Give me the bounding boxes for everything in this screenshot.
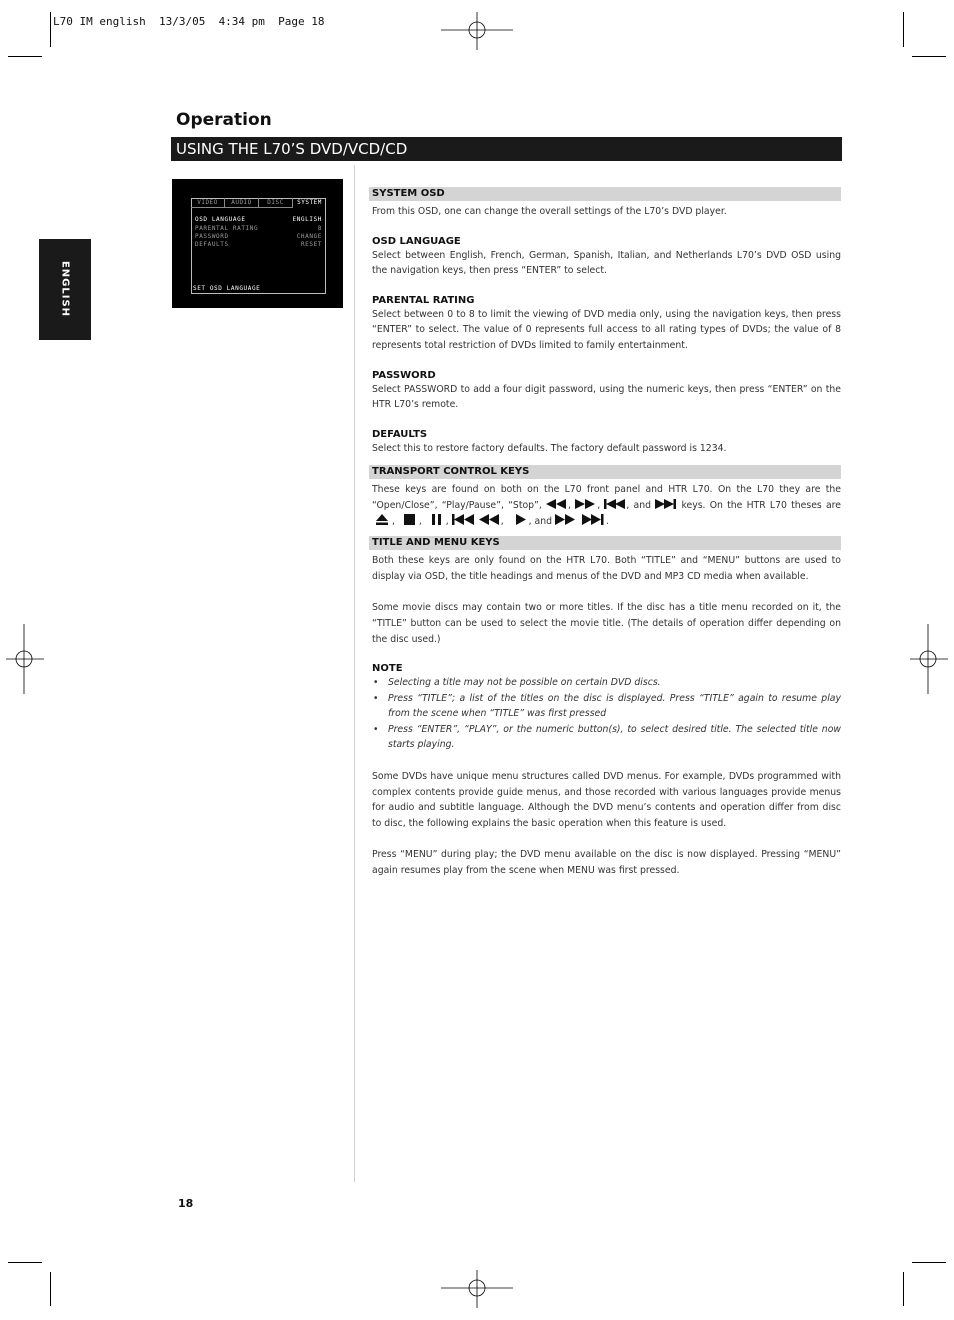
fast-forward-icon xyxy=(555,514,579,525)
title-menu-para-3: Some DVDs have unique menu structures called DVD menus. For example, DVDs programmed with complex contents provide guide menus, and those recorded with various languages provide menus for audio and subtitle language. Although the DVD menu’s contents and operation differ from disc to disc, the following explains the basic operation when this feature is used. xyxy=(372,771,841,829)
parental-rating-text: Select between 0 to 8 to limit the viewing of DVD media only, using the navigation keys, then press “ENTER” to select. The value of 0 represents full access to all rating types of DVDs; the value of 8 represents total restriction of DVDs limited to family entertainment. xyxy=(372,308,841,351)
osd-row-parental-rating xyxy=(195,225,322,232)
osd-row-value: ENGLISH xyxy=(292,216,322,223)
osd-tab-audio: AUDIO xyxy=(225,198,259,208)
transport-text-b: keys. On the HTR L70 theses are xyxy=(681,499,841,511)
osd-tab-system: SYSTEM xyxy=(297,199,322,206)
title-menu-para-4: Press “MENU” during play; the DVD menu available on the disc is now displayed. Pressing “MENU” again resumes play from the scene when MENU was first pressed. xyxy=(372,849,841,877)
transport-text: These keys are found on both on the L70 front panel and HTR L70. On the L70 they are the “Open/Close”, “Play/Pause”, “Stop”, , , , and keys. On the HTR L70 theses are , , , , , and . xyxy=(372,484,841,527)
note-list xyxy=(369,675,841,753)
eject-icon xyxy=(375,514,389,525)
osd-row-password xyxy=(195,233,322,240)
list-item: • Selecting a title may not be possible on certain DVD discs. xyxy=(388,675,841,691)
system-osd-heading: SYSTEM OSD xyxy=(369,187,841,201)
registration-mark xyxy=(910,624,948,694)
registration-mark xyxy=(6,624,44,694)
main-content xyxy=(369,187,841,879)
title-menu-heading: TITLE AND MENU KEYS xyxy=(369,536,841,550)
system-osd-text: From this OSD, one can change the overall settings of the L70’s DVD player. xyxy=(372,206,727,217)
registration-mark xyxy=(441,12,513,50)
print-header: L70 IM english 13/3/05 4:34 pm Page 18 xyxy=(53,15,325,28)
password-text: Select PASSWORD to add a four digit password, using the numeric keys, then press “ENTER” on the HTR L70’s remote. xyxy=(372,383,841,411)
side-tab-label: ENGLISH xyxy=(59,260,71,318)
crop-mark xyxy=(50,1272,51,1306)
and-word: , and xyxy=(528,515,553,527)
transport-text-a: These keys are found on both on the L70 front panel and HTR L70. On the L70 they are the “Open/Close”, “Play/Pause”, “Stop”, xyxy=(372,484,841,511)
osd-language-heading: OSD LANGUAGE xyxy=(372,235,461,247)
osd-row-defaults xyxy=(195,241,322,248)
skip-next-icon xyxy=(582,514,606,525)
list-item: • Press “TITLE”; a list of the titles on the disc is displayed. Press “TITLE” again to resume play from the scene when “TITLE” was first pressed xyxy=(388,691,841,722)
osd-screen-image xyxy=(172,179,343,308)
crop-mark xyxy=(8,56,42,57)
osd-row-label: PASSWORD xyxy=(195,233,229,240)
parental-rating-heading: PARENTAL RATING xyxy=(372,294,475,306)
page-title: USING THE L70’S DVD/VCD/CD xyxy=(171,137,842,161)
osd-row-value: CHANGE xyxy=(296,233,322,240)
separator: , xyxy=(418,515,422,527)
defaults-text: Select this to restore factory defaults. The factory default password is 1234. xyxy=(372,442,727,454)
section-heading: Operation xyxy=(176,110,272,130)
separator: , xyxy=(391,515,395,527)
note-heading: NOTE xyxy=(372,663,403,675)
osd-row-value: RESET xyxy=(300,241,322,248)
separator: , xyxy=(500,515,504,527)
osd-row-value: 8 xyxy=(317,225,322,232)
registration-mark xyxy=(441,1270,513,1308)
list-item: • Press “ENTER”, “PLAY”, or the numeric button(s), to select desired title. The selected title now starts playing. xyxy=(388,722,841,753)
fast-forward-icon xyxy=(575,499,597,509)
separator: , xyxy=(597,499,601,511)
separator: , xyxy=(568,499,571,511)
column-divider xyxy=(354,165,355,1182)
play-icon xyxy=(513,514,529,525)
osd-row-osd-language xyxy=(195,216,322,223)
osd-row-label: OSD LANGUAGE xyxy=(195,216,246,223)
password-heading: PASSWORD xyxy=(372,369,436,381)
osd-tab-video: VIDEO xyxy=(191,198,225,208)
pause-icon xyxy=(431,514,443,525)
rewind-icon xyxy=(546,499,568,509)
crop-mark xyxy=(903,12,904,47)
skip-previous-icon xyxy=(452,514,476,525)
stop-icon xyxy=(404,514,416,525)
crop-mark xyxy=(912,56,946,57)
crop-mark xyxy=(8,1262,42,1263)
osd-tab-disc: DISC xyxy=(259,198,293,208)
title-menu-para-1: Both these keys are only found on the HTR L70. Both “TITLE” and “MENU” buttons are used to display via OSD, the title headings and menus of the DVD and MP3 CD media when available. xyxy=(372,555,841,582)
crop-mark xyxy=(50,12,51,47)
title-menu-para-2: Some movie discs may contain two or more titles. If the disc has a title menu recorded on it, the “TITLE” button can be used to select the movie title. (The details of operation differ depending on the disc used.) xyxy=(372,602,841,645)
and-word: , and xyxy=(626,499,652,511)
transport-heading: TRANSPORT CONTROL KEYS xyxy=(369,465,841,479)
page-number: 18 xyxy=(178,1197,194,1210)
osd-tab-bar xyxy=(191,198,326,208)
osd-row-label: DEFAULTS xyxy=(195,241,229,248)
osd-language-text: Select between English, French, German, Spanish, Italian, and Netherlands L70’s DVD OSD using the navigation keys, then press “ENTER” to select. xyxy=(372,249,841,277)
rewind-icon xyxy=(479,514,501,525)
skip-previous-icon xyxy=(604,499,626,509)
language-side-tab xyxy=(39,239,91,340)
skip-next-icon xyxy=(655,499,677,509)
crop-mark xyxy=(912,1262,946,1263)
osd-footer-hint: SET OSD LANGUAGE xyxy=(193,285,261,292)
separator: , xyxy=(445,515,449,527)
crop-mark xyxy=(903,1272,904,1306)
defaults-heading: DEFAULTS xyxy=(372,428,428,440)
osd-row-label: PARENTAL RATING xyxy=(195,225,259,232)
